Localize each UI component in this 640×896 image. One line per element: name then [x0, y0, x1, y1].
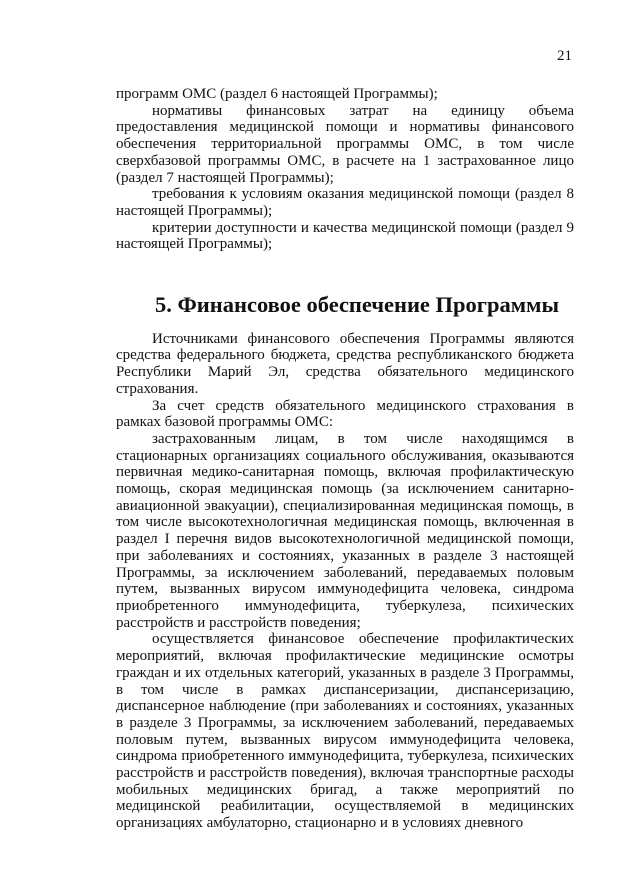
page-number: 21 [557, 48, 572, 64]
section-heading: 5. Финансовое обеспечение Программы [154, 292, 560, 318]
paragraph: осуществляется финансовое обеспечение профилактических мероприятий, включая профилактические медицинские осмотры граждан и их отдельных категорий, указанных в разделе 3 Программы, в том числе в рамках диспансеризации, диспансеризацию, диспансерное наблюдение (при заболеваниях и состояниях, указанных в разделе 3 Программы, за исключением заболеваний, передаваемых половым путем, вызванных вирусом иммунодефицита человека, синдрома приобретенного иммунодефицита, туберкулеза, психических расстройств и расстройств поведения), включая транспортные расходы мобильных медицинских бригад, а также мероприятий по медицинской реабилитации, осуществляемой в медицинских организациях амбулаторно, стационарно и в условиях дневного [116, 631, 574, 832]
paragraph: За счет средств обязательного медицинского страхования в рамках базовой программы ОМС: [116, 397, 574, 431]
paragraph: программ ОМС (раздел 6 настоящей Программы); [116, 86, 438, 102]
paragraph: нормативы финансовых затрат на единицу объема предоставления медицинской помощи и нормативы финансового обеспечения территориальной программы ОМС, в том числе сверхбазовой программы ОМС, в расчете на 1 застрахованное лицо (раздел 7 настоящей Программы); [116, 102, 574, 186]
document-body [116, 86, 574, 832]
paragraph: требования к условиям оказания медицинской помощи (раздел 8 настоящей Программы); [116, 186, 574, 219]
paragraph: критерии доступности и качества медицинской помощи (раздел 9 настоящей Программы); [116, 219, 574, 253]
paragraph: застрахованным лицам, в том числе находящимся в стационарных организациях социального обслуживания, оказываются первичная медико-санитарная помощь, включая профилактическую помощь, скорая медицинская помощь (за исключением санитарно-авиационной эвакуации), специализированная медицинская помощь, в том числе высокотехнологичная медицинская помощь, включенная в раздел I перечня видов высокотехнологичной медицинской помощи, при заболеваниях и состояниях, указанных в разделе 3 настоящей Программы, за исключением заболеваний, передаваемых половым путем, вызванных вирусом иммунодефицита человека, синдрома приобретенного иммунодефицита, туберкулеза, психических расстройств и расстройств поведения; [116, 430, 574, 631]
paragraph: Источниками финансового обеспечения Программы являются средства федерального бюджета, средства республиканского бюджета Республики Марий Эл, средства обязательного медицинского страхования. [116, 330, 574, 397]
